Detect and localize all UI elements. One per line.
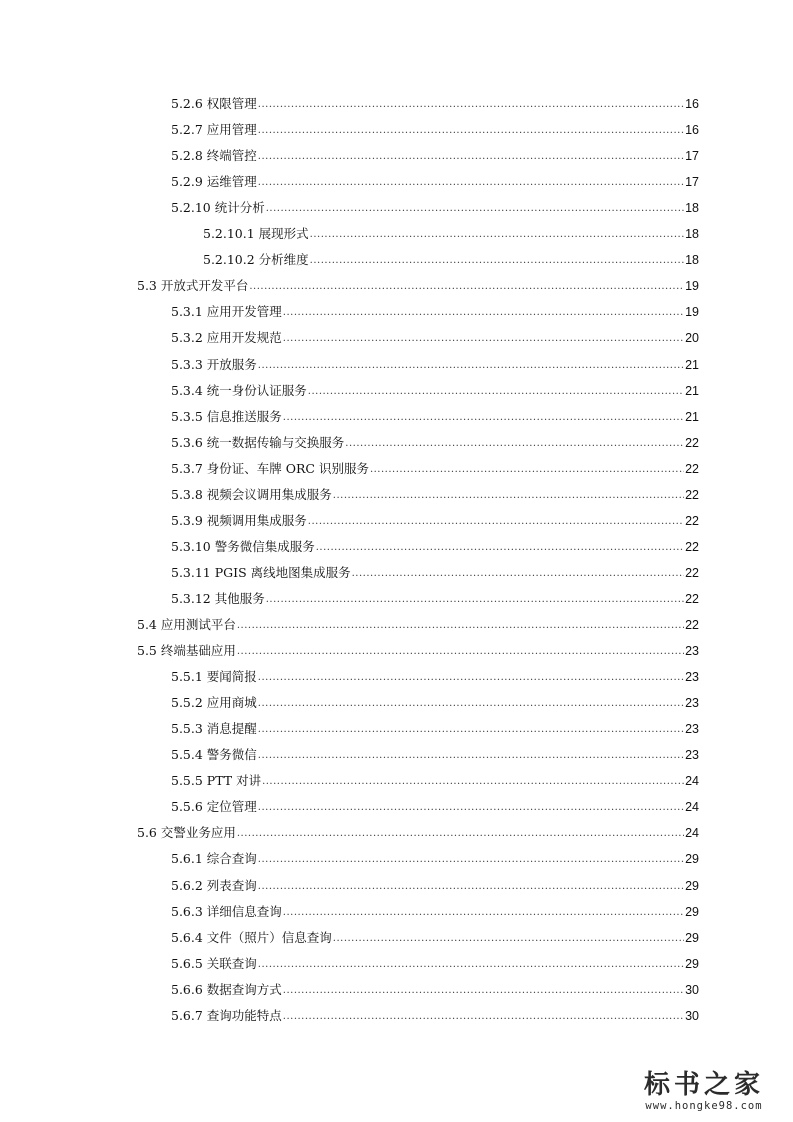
- toc-entry-title: 5.2.10.2 分析维度: [203, 252, 309, 268]
- toc-leader-dots: [308, 385, 684, 399]
- toc-page-number: 22: [685, 618, 699, 632]
- toc-page-number: 21: [685, 409, 699, 424]
- toc-page-number: 17: [685, 175, 699, 190]
- toc-entry[interactable]: [203, 222, 699, 242]
- watermark-logo: [629, 1070, 779, 1112]
- watermark-url: www.hongke98.com: [645, 1100, 763, 1112]
- toc-entry-title: 5.5.5 PTT 对讲: [171, 773, 262, 789]
- toc-leader-dots: [316, 541, 684, 555]
- toc-leader-dots: [370, 463, 684, 477]
- toc-leader-dots: [249, 280, 684, 294]
- toc-leader-dots: [258, 124, 684, 138]
- toc-entry[interactable]: [171, 665, 699, 685]
- toc-page-number: 16: [685, 123, 699, 138]
- toc-entry[interactable]: [171, 483, 699, 503]
- toc-leader-dots: [352, 567, 684, 581]
- toc-page-number: 23: [685, 670, 699, 685]
- toc-entry[interactable]: [171, 196, 699, 216]
- toc-entry[interactable]: [137, 274, 699, 294]
- toc-entry-title: 5.2.10 统计分析: [171, 200, 265, 216]
- toc-page-number: 18: [685, 227, 699, 242]
- toc-page-number: 29: [685, 956, 699, 971]
- toc-leader-dots: [266, 593, 684, 607]
- toc-page-number: 17: [685, 149, 699, 164]
- toc-entry-title: 5.5 终端基础应用: [137, 643, 236, 659]
- toc-leader-dots: [345, 437, 684, 451]
- toc-leader-dots: [237, 827, 684, 841]
- toc-leader-dots: [258, 359, 684, 373]
- toc-page-number: 22: [685, 435, 699, 450]
- toc-page-number: 30: [685, 982, 699, 997]
- toc-entry[interactable]: [171, 561, 699, 581]
- toc-leader-dots: [333, 489, 684, 503]
- toc-entry-title: 5.6.6 数据查询方式: [171, 981, 282, 997]
- toc-entry-title: 5.2.10.1 展现形式: [203, 226, 309, 242]
- toc-leader-dots: [258, 176, 684, 190]
- toc-entry-title: 5.3.5 信息推送服务: [171, 408, 282, 424]
- toc-leader-dots: [283, 984, 684, 998]
- toc-leader-dots: [258, 958, 684, 972]
- toc-entry[interactable]: [171, 874, 699, 894]
- toc-page-number: 21: [685, 383, 699, 398]
- toc-entry-title: 5.3.8 视频会议调用集成服务: [171, 486, 332, 502]
- toc-entry[interactable]: [171, 300, 699, 320]
- toc-leader-dots: [262, 775, 684, 789]
- toc-leader-dots: [258, 801, 684, 815]
- toc-page-number: 23: [685, 748, 699, 763]
- toc-leader-dots: [258, 880, 684, 894]
- toc-entry-title: 5.3.12 其他服务: [171, 590, 265, 606]
- toc-page-number: 29: [685, 904, 699, 919]
- toc-entry[interactable]: [171, 952, 699, 972]
- toc-entry[interactable]: [171, 847, 699, 867]
- toc-entry[interactable]: [171, 769, 699, 789]
- toc-page-number: 19: [685, 279, 699, 294]
- toc-entry-title: 5.6.3 详细信息查询: [171, 903, 282, 919]
- toc-leader-dots: [258, 98, 684, 112]
- toc-leader-dots: [258, 671, 684, 685]
- toc-entry[interactable]: [171, 118, 699, 138]
- toc-leader-dots: [310, 254, 684, 268]
- toc-page-number: 24: [685, 826, 699, 841]
- toc-entry[interactable]: [171, 379, 699, 399]
- toc-page-number: 29: [685, 930, 699, 945]
- toc-entry-title: 5.3.10 警务微信集成服务: [171, 538, 315, 554]
- toc-entry[interactable]: [171, 717, 699, 737]
- toc-entry[interactable]: [171, 144, 699, 164]
- toc-entry[interactable]: [171, 1004, 699, 1024]
- toc-entry-title: 5.5.1 要闻简报: [171, 669, 257, 685]
- toc-page-number: 20: [685, 331, 699, 346]
- toc-page-number: 19: [685, 305, 699, 320]
- toc-entry-title: 5.4 应用测试平台: [137, 617, 236, 632]
- toc-entry-title: 5.3.9 视频调用集成服务: [171, 512, 307, 528]
- toc-entry[interactable]: [171, 795, 699, 815]
- toc-entry-title: 5.6.5 关联查询: [171, 955, 257, 971]
- toc-entry-title: 5.5.4 警务微信: [171, 747, 257, 763]
- toc-page-number: 18: [685, 253, 699, 268]
- toc-leader-dots: [237, 619, 684, 633]
- toc-entry[interactable]: [171, 743, 699, 763]
- toc-entry-title: 5.2.6 权限管理: [171, 96, 257, 111]
- toc-page-number: 23: [685, 722, 699, 737]
- toc-page-number: 22: [685, 487, 699, 502]
- toc-leader-dots: [283, 1010, 684, 1024]
- toc-entry-title: 5.6.4 文件（照片）信息查询: [171, 929, 332, 945]
- watermark-title: 标书之家: [643, 1070, 764, 1100]
- toc-entry[interactable]: [171, 405, 699, 425]
- toc-leader-dots: [333, 932, 684, 946]
- toc-page-number: 23: [685, 696, 699, 711]
- toc-leader-dots: [258, 749, 684, 763]
- toc-page-number: 23: [685, 644, 699, 659]
- toc-entry-title: 5.3.7 身份证、车牌 ORC 识别服务: [171, 460, 369, 476]
- toc-page-number: 16: [685, 97, 699, 111]
- toc-page-number: 22: [685, 513, 699, 528]
- toc-entry[interactable]: [171, 587, 699, 607]
- toc-entry-title: 5.3.6 统一数据传输与交换服务: [171, 434, 345, 450]
- toc-leader-dots: [283, 411, 684, 425]
- toc-entry-title: 5.6.2 列表查询: [171, 877, 257, 893]
- toc-entry-title: 5.3 开放式开发平台: [137, 278, 249, 294]
- toc-entry[interactable]: [137, 639, 699, 659]
- toc-page-number: 29: [685, 852, 699, 867]
- toc-leader-dots: [266, 202, 684, 216]
- toc-page-number: 22: [685, 565, 699, 580]
- toc-entry[interactable]: [171, 900, 699, 920]
- toc-page-number: 22: [685, 461, 699, 476]
- toc-entry-title: 5.2.8 终端管控: [171, 148, 257, 164]
- toc-entry-title: 5.6.7 查询功能特点: [171, 1007, 282, 1023]
- toc-entry-title: 5.5.3 消息提醒: [171, 721, 257, 737]
- toc-leader-dots: [258, 723, 684, 737]
- toc-leader-dots: [237, 645, 684, 659]
- toc-page-number: 22: [685, 591, 699, 606]
- toc-leader-dots: [258, 150, 684, 164]
- toc-entry-title: 5.2.9 运维管理: [171, 174, 257, 190]
- toc-leader-dots: [283, 306, 684, 320]
- toc-page-number: 18: [685, 201, 699, 216]
- toc-page-number: 22: [685, 539, 699, 554]
- toc-leader-dots: [258, 853, 684, 867]
- toc-entry[interactable]: [171, 170, 699, 190]
- toc-leader-dots: [310, 228, 684, 242]
- toc-entry-title: 5.3.11 PGIS 离线地图集成服务: [171, 564, 351, 580]
- toc-entry[interactable]: [171, 691, 699, 711]
- toc-entry[interactable]: [171, 353, 699, 373]
- toc-page-number: 30: [685, 1008, 699, 1023]
- toc-page-number: 24: [685, 800, 699, 815]
- toc-leader-dots: [283, 906, 684, 920]
- toc-entry[interactable]: [171, 92, 699, 112]
- toc-entry-title: 5.3.3 开放服务: [171, 356, 257, 372]
- toc-page-number: 21: [685, 357, 699, 372]
- toc-entry[interactable]: [171, 431, 699, 451]
- toc-entry-title: 5.6 交警业务应用: [137, 825, 236, 841]
- toc-entry-title: 5.2.7 应用管理: [171, 122, 257, 138]
- toc-entry-title: 5.3.1 应用开发管理: [171, 304, 282, 320]
- toc-leader-dots: [283, 332, 684, 346]
- toc-leader-dots: [308, 515, 684, 529]
- toc-leader-dots: [258, 697, 684, 711]
- toc-entry-title: 5.5.6 定位管理: [171, 799, 257, 815]
- toc-entry[interactable]: [171, 509, 699, 529]
- toc-entry[interactable]: [171, 926, 699, 946]
- toc-page-number: 24: [685, 774, 699, 789]
- toc-entry[interactable]: [171, 457, 699, 477]
- toc-entry[interactable]: [171, 978, 699, 998]
- toc-entry-title: 5.5.2 应用商城: [171, 695, 257, 711]
- toc-entry[interactable]: [137, 821, 699, 841]
- toc-entry[interactable]: [171, 535, 699, 555]
- toc-entry[interactable]: [137, 613, 699, 633]
- toc-entry[interactable]: [171, 326, 699, 346]
- toc-page-number: 29: [685, 878, 699, 893]
- toc-entry-title: 5.3.4 统一身份认证服务: [171, 382, 307, 398]
- toc-entry-title: 5.6.1 综合查询: [171, 851, 257, 867]
- toc-entry[interactable]: [203, 248, 699, 268]
- toc-entry-title: 5.3.2 应用开发规范: [171, 330, 282, 346]
